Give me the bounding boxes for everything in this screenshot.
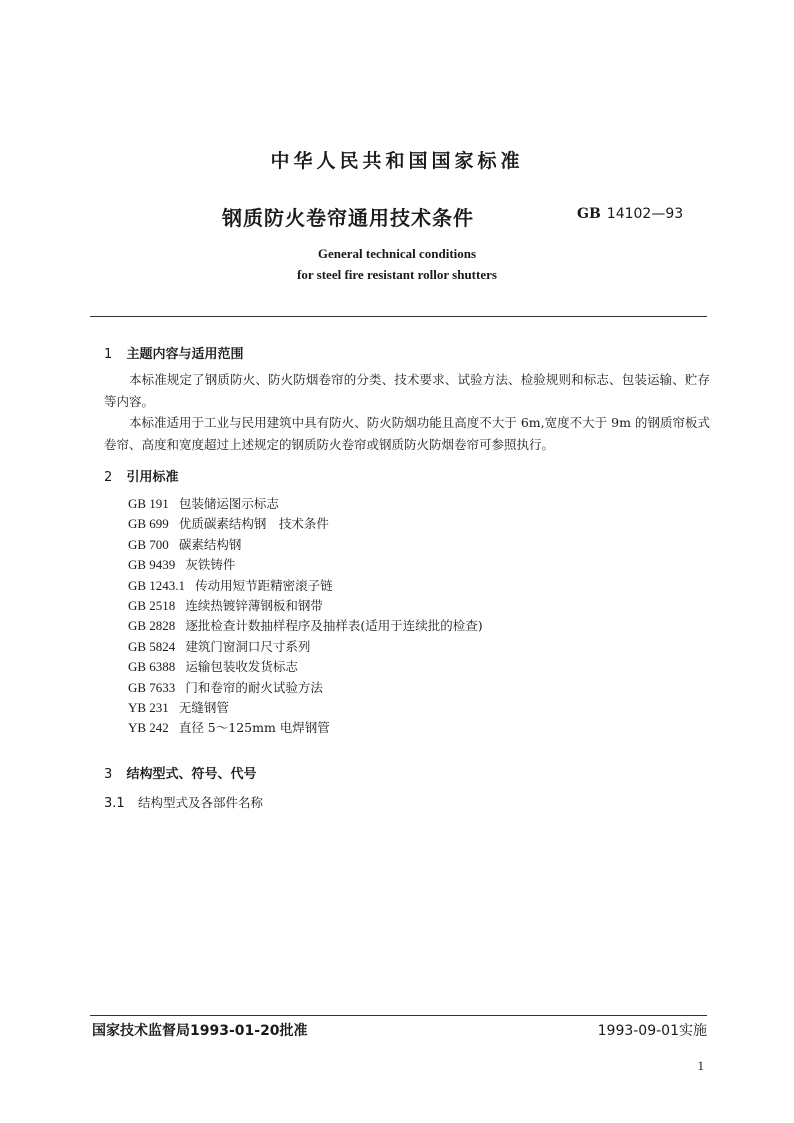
reference-item: [128, 718, 483, 738]
reference-item: [128, 555, 483, 575]
reference-item: [128, 678, 483, 698]
reference-code: GB 9439: [128, 557, 176, 573]
document-title-english-line1: General technical conditions: [317, 246, 477, 261]
reference-name: 逐批检查计数抽样程序及抽样表(适用于连续批的检查): [185, 618, 483, 634]
reference-name: 包装储运图示标志: [178, 496, 279, 511]
header-divider: [90, 316, 707, 317]
reference-code: GB 7633: [128, 679, 176, 695]
reference-name: 门和卷帘的耐火试验方法: [185, 679, 323, 695]
reference-name: 建筑门窗洞口尺寸系列: [185, 638, 311, 654]
section-3-title: 结构型式、符号、代号: [126, 767, 257, 782]
reference-code: YB 242: [128, 720, 169, 736]
reference-item: [128, 514, 483, 534]
subsection-3-1-number: 3.1: [104, 796, 125, 811]
subsection-3-1-title: 结构型式及各部件名称: [137, 795, 263, 810]
reference-name: 无缝钢管: [178, 699, 229, 715]
reference-item: [128, 616, 483, 636]
reference-name: 传动用短节距精密滚子链: [195, 577, 333, 593]
reference-item: [128, 596, 483, 616]
reference-item: [128, 576, 483, 596]
standard-number: [577, 206, 683, 222]
reference-code: GB 191: [128, 496, 169, 511]
section-2-heading: [104, 466, 179, 485]
standard-prefix: GB: [577, 206, 601, 222]
reference-name: 连续热镀锌薄钢板和钢带: [185, 597, 323, 613]
referenced-standards-list: [128, 494, 483, 739]
document-title-english-line2: for steel fire resistant rollor shutters: [297, 267, 497, 282]
reference-code: GB 6388: [128, 659, 176, 675]
reference-code: GB 1243.1: [128, 577, 186, 593]
reference-code: GB 5824: [128, 638, 176, 654]
section-1-title: 主题内容与适用范围: [126, 347, 244, 362]
section-3-number: 3: [104, 767, 113, 782]
effective-date: 1993-09-01实施: [597, 1023, 707, 1039]
reference-name: 灰铁铸件: [185, 557, 236, 573]
reference-code: GB 2518: [128, 597, 176, 613]
page-number: 1: [697, 1058, 704, 1073]
reference-item: [128, 637, 483, 657]
section-1-paragraph-1: 本标准规定了钢质防火、防火防烟卷帘的分类、技术要求、试验方法、检验规则和标志、包装运输、贮存等内容。: [104, 372, 710, 409]
section-1-paragraph-2: 本标准适用于工业与民用建筑中具有防火、防火防烟功能且高度不大于 6m,宽度不大于 9m 的钢质帘板式卷帘、高度和宽度超过上述规定的钢质防火卷帘或钢质防火防烟卷帘可参照执行。: [104, 415, 710, 452]
section-2-number: 2: [104, 470, 113, 485]
reference-item: [128, 698, 483, 718]
subsection-3-1-heading: [104, 793, 263, 811]
reference-item: [128, 657, 483, 677]
reference-code: GB 699: [128, 516, 169, 532]
reference-name: 运输包装收发货标志: [185, 659, 298, 675]
reference-code: GB 700: [128, 536, 169, 552]
reference-item: [128, 535, 483, 555]
reference-item: [128, 494, 483, 514]
section-3-heading: [104, 763, 257, 782]
reference-code: YB 231: [128, 699, 169, 715]
document-title-chinese: 钢质防火卷帘通用技术条件: [222, 206, 474, 230]
section-2-title: 引用标准: [126, 470, 179, 485]
reference-name: 直径 5～125mm 电焊钢管: [178, 720, 330, 736]
section-1-heading: [104, 343, 244, 362]
footer-divider: [90, 1015, 707, 1016]
reference-name: 碳素结构钢: [178, 536, 242, 552]
approval-date: 国家技术监督局1993-01-20批准: [92, 1023, 308, 1039]
reference-name: 优质碳素结构钢 技术条件: [178, 516, 329, 532]
reference-code: GB 2828: [128, 618, 176, 634]
section-1-number: 1: [104, 347, 113, 362]
standard-code: 14102—93: [606, 206, 684, 222]
issuing-body: 中华人民共和国国家标准: [270, 150, 524, 172]
